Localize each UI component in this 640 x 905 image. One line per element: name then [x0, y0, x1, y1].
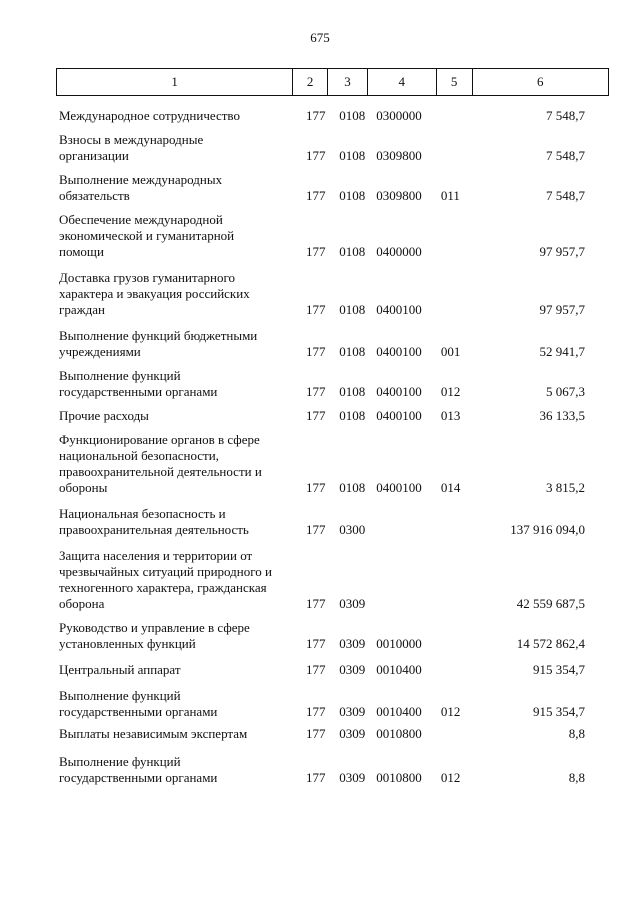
row-c2: 177: [305, 108, 326, 123]
row-c5: 014: [440, 480, 461, 495]
table-row: [56, 688, 609, 720]
table-row: [56, 132, 609, 164]
row-c5: 012: [440, 704, 461, 719]
row-name: Международное сотрудничество: [59, 108, 240, 123]
row-c2: 177: [305, 148, 326, 163]
row-c2: 177: [305, 636, 326, 651]
row-name: Выплаты независимым экспертам: [59, 726, 248, 741]
header-col-2: 2: [293, 69, 328, 95]
row-name: Выполнение функций государственными органами: [59, 368, 218, 399]
row-c2: 177: [305, 302, 326, 317]
row-c4: 0400100: [376, 302, 422, 317]
row-c2: 177: [305, 480, 326, 495]
row-c4: 0400100: [376, 480, 422, 495]
row-c6: 8,8: [568, 770, 586, 785]
row-name: Выполнение функций бюджетными учреждениями: [59, 328, 258, 359]
row-c3: 0108: [339, 302, 366, 317]
row-c4: 0300000: [376, 108, 422, 123]
table-row: [56, 408, 609, 424]
table-header: [56, 68, 609, 96]
row-name: Защита населения и территории от чрезвычайных ситуаций природного и техногенного характера, гражданская оборона: [59, 548, 272, 611]
row-c6: 97 957,7: [539, 302, 586, 317]
row-c4: 0400100: [376, 384, 422, 399]
row-c2: 177: [305, 662, 326, 677]
row-c2: 177: [305, 244, 326, 259]
header-col-5: 5: [437, 69, 473, 95]
table-row: [56, 172, 609, 204]
row-name: Выполнение функций государственными органами: [59, 754, 218, 785]
row-c6: 14 572 862,4: [516, 636, 586, 651]
table-row: [56, 662, 609, 678]
row-c6: 8,8: [568, 726, 586, 741]
row-name: Обеспечение международной экономической и гуманитарной помощи: [59, 212, 235, 259]
row-c2: 177: [305, 704, 326, 719]
header-col-1: 1: [57, 69, 293, 95]
table-row: [56, 548, 609, 612]
header-col-3: 3: [328, 69, 368, 95]
row-c6: 7 548,7: [546, 148, 586, 163]
row-c4: 0010800: [376, 726, 422, 741]
row-c6: 52 941,7: [539, 344, 586, 359]
row-c4: 0010000: [376, 636, 422, 651]
row-c2: 177: [305, 770, 326, 785]
row-name: Выполнение международных обязательств: [59, 172, 223, 203]
table-row: [56, 754, 609, 786]
row-c4: 0400000: [376, 244, 422, 259]
row-c6: 7 548,7: [546, 108, 586, 123]
row-c6: 42 559 687,5: [516, 596, 586, 611]
row-c4: 0400100: [376, 408, 422, 423]
table-row: [56, 108, 609, 124]
row-c3: 0108: [339, 384, 366, 399]
row-c3: 0309: [339, 662, 366, 677]
table-row: [56, 212, 609, 260]
row-c5: 013: [440, 408, 461, 423]
row-c4: 0309800: [376, 188, 422, 203]
row-name: Доставка грузов гуманитарного характера и эвакуация российских граждан: [59, 270, 250, 317]
row-c6: 7 548,7: [546, 188, 586, 203]
row-c2: 177: [305, 188, 326, 203]
table-body: [56, 108, 609, 786]
row-c2: 177: [305, 726, 326, 741]
table-row: [56, 506, 609, 538]
row-c5: 012: [440, 384, 461, 399]
row-name: Взносы в международные организации: [59, 132, 204, 163]
row-c3: 0309: [339, 726, 366, 741]
row-c2: 177: [305, 596, 326, 611]
row-c4: 0010800: [376, 770, 422, 785]
row-c3: 0108: [339, 344, 366, 359]
row-c3: 0108: [339, 148, 366, 163]
row-c4: 0400100: [376, 344, 422, 359]
row-c5: 012: [440, 770, 461, 785]
row-c6: 3 815,2: [546, 480, 586, 495]
row-c6: 5 067,3: [546, 384, 586, 399]
row-c3: 0108: [339, 408, 366, 423]
header-col-4: 4: [368, 69, 437, 95]
table-row: [56, 432, 609, 496]
row-c6: 97 957,7: [539, 244, 586, 259]
row-c6: 915 354,7: [533, 704, 586, 719]
row-c3: 0108: [339, 108, 366, 123]
row-c5: 001: [440, 344, 461, 359]
row-c6: 915 354,7: [533, 662, 586, 677]
row-c2: 177: [305, 344, 326, 359]
row-c5: 011: [440, 188, 460, 203]
table-row: [56, 270, 609, 318]
row-c3: 0309: [339, 596, 366, 611]
row-c2: 177: [305, 522, 326, 537]
row-c6: 137 916 094,0: [510, 522, 586, 537]
row-name: Прочие расходы: [59, 408, 149, 423]
table-row: [56, 328, 609, 360]
row-c3: 0309: [339, 636, 366, 651]
row-c2: 177: [305, 384, 326, 399]
table-row: [56, 620, 609, 652]
row-c4: 0010400: [376, 662, 422, 677]
header-col-6: 6: [537, 74, 544, 89]
row-c3: 0108: [339, 480, 366, 495]
row-name: Функционирование органов в сфере национальной безопасности, правоохранительной деятельности и обороны: [59, 432, 262, 495]
row-c4: 0010400: [376, 704, 422, 719]
row-name: Руководство и управление в сфере установленных функций: [59, 620, 250, 651]
row-c3: 0108: [339, 244, 366, 259]
row-c3: 0309: [339, 704, 366, 719]
row-name: Центральный аппарат: [59, 662, 181, 677]
table-row: [56, 368, 609, 400]
page-number: 675: [310, 30, 330, 45]
row-name: Выполнение функций государственными органами: [59, 688, 218, 719]
row-c2: 177: [305, 408, 326, 423]
row-c3: 0309: [339, 770, 366, 785]
row-c4: 0309800: [376, 148, 422, 163]
table-row: [56, 726, 609, 742]
row-c3: 0300: [339, 522, 366, 537]
row-name: Национальная безопасность и правоохранительная деятельность: [59, 506, 249, 537]
row-c6: 36 133,5: [539, 408, 586, 423]
row-c3: 0108: [339, 188, 366, 203]
